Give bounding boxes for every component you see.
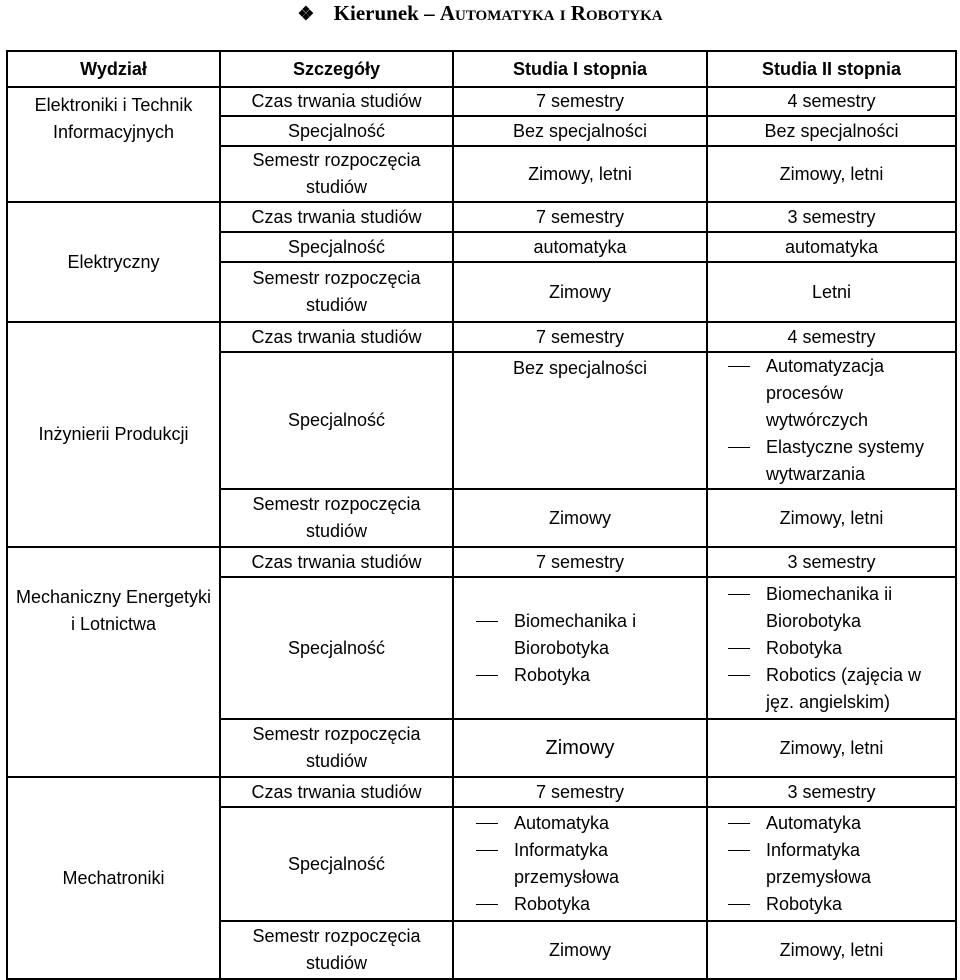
faculty-name: Inżynierii Produkcji (7, 322, 220, 547)
specialty-first-cycle: Bez specjalności (453, 352, 707, 489)
start-label: Semestr rozpoczęcia studiów (220, 262, 453, 322)
list-item: Automatyka (728, 810, 949, 837)
start-second-cycle: Zimowy, letni (707, 146, 956, 202)
header-row (7, 51, 956, 87)
duration-label: Czas trwania studiów (220, 322, 453, 352)
start-first-cycle: Zimowy, letni (453, 146, 707, 202)
duration-second-cycle: 3 semestry (707, 202, 956, 232)
faculty-name: Mechaniczny Energetyki i Lotnictwa (7, 547, 220, 777)
specialty-label: Specjalność (220, 352, 453, 489)
list-item: Automatyzacja procesów wytwórczych (728, 353, 949, 434)
specialty-first-cycle: Bez specjalności (453, 116, 707, 146)
table-row (7, 777, 956, 807)
title-program-name: Automatyka i Robotyka (439, 1, 663, 25)
list-item: Automatyka (476, 810, 700, 837)
duration-second-cycle: 3 semestry (707, 777, 956, 807)
list-item: Robotyka (728, 635, 949, 662)
list-item: Robotyka (476, 891, 700, 918)
specialty-list (476, 810, 700, 918)
specialty-second-cycle-list (707, 577, 956, 719)
table-row (7, 322, 956, 352)
start-label: Semestr rozpoczęcia studiów (220, 489, 453, 547)
duration-second-cycle: 4 semestry (707, 87, 956, 116)
diamond-bullet-icon: ❖ (297, 4, 315, 25)
start-label: Semestr rozpoczęcia studiów (220, 921, 453, 979)
specialty-second-cycle-list (707, 807, 956, 921)
start-first-cycle: Zimowy (453, 921, 707, 979)
specialty-label: Specjalność (220, 232, 453, 262)
start-label: Semestr rozpoczęcia studiów (220, 719, 453, 777)
duration-label: Czas trwania studiów (220, 547, 453, 577)
specialty-label: Specjalność (220, 116, 453, 146)
faculty-name: Elektryczny (7, 202, 220, 322)
specialty-second-cycle-list (707, 352, 956, 489)
specialty-first-cycle-list (453, 577, 707, 719)
duration-second-cycle: 3 semestry (707, 547, 956, 577)
list-item: Elastyczne systemy wytwarzania (728, 434, 949, 488)
duration-first-cycle: 7 semestry (453, 322, 707, 352)
specialty-label: Specjalność (220, 577, 453, 719)
title-prefix: Kierunek – (333, 1, 440, 25)
start-second-cycle: Zimowy, letni (707, 921, 956, 979)
program-table (6, 50, 957, 980)
duration-first-cycle: 7 semestry (453, 202, 707, 232)
list-item: Robotyka (728, 891, 949, 918)
header-second-cycle: Studia II stopnia (707, 51, 956, 87)
specialty-second-cycle: automatyka (707, 232, 956, 262)
header-dept: Wydział (7, 51, 220, 87)
document-title (0, 0, 960, 28)
list-item: Informatyka przemysłowa (728, 837, 949, 891)
list-item: Informatyka przemysłowa (476, 837, 700, 891)
duration-second-cycle: 4 semestry (707, 322, 956, 352)
list-item: Robotyka (476, 662, 700, 689)
list-item: Biomechanika i Biorobotyka (476, 608, 700, 662)
specialty-label: Specjalność (220, 807, 453, 921)
specialty-list (728, 810, 949, 918)
table-row (7, 202, 956, 232)
specialty-list (728, 581, 949, 716)
specialty-first-cycle-list (453, 807, 707, 921)
faculty-name: Mechatroniki (7, 777, 220, 979)
start-first-cycle: Zimowy (453, 489, 707, 547)
start-first-cycle: Zimowy (453, 262, 707, 322)
duration-label: Czas trwania studiów (220, 777, 453, 807)
specialty-first-cycle: automatyka (453, 232, 707, 262)
faculty-name: Elektroniki i Technik Informacyjnych (7, 87, 220, 202)
duration-first-cycle: 7 semestry (453, 777, 707, 807)
duration-label: Czas trwania studiów (220, 202, 453, 232)
header-first-cycle: Studia I stopnia (453, 51, 707, 87)
duration-first-cycle: 7 semestry (453, 547, 707, 577)
start-second-cycle: Zimowy, letni (707, 489, 956, 547)
list-item: Biomechanika ii Biorobotyka (728, 581, 949, 635)
specialty-list (728, 353, 949, 488)
specialty-second-cycle: Bez specjalności (707, 116, 956, 146)
start-second-cycle: Zimowy, letni (707, 719, 956, 777)
start-first-cycle: Zimowy (453, 719, 707, 777)
duration-first-cycle: 7 semestry (453, 87, 707, 116)
list-item: Robotics (zajęcia w jęz. angielskim) (728, 662, 949, 716)
header-details: Szczegóły (220, 51, 453, 87)
table-row (7, 547, 956, 577)
start-label: Semestr rozpoczęcia studiów (220, 146, 453, 202)
start-second-cycle: Letni (707, 262, 956, 322)
duration-label: Czas trwania studiów (220, 87, 453, 116)
specialty-list (476, 608, 700, 689)
table-row (7, 87, 956, 116)
